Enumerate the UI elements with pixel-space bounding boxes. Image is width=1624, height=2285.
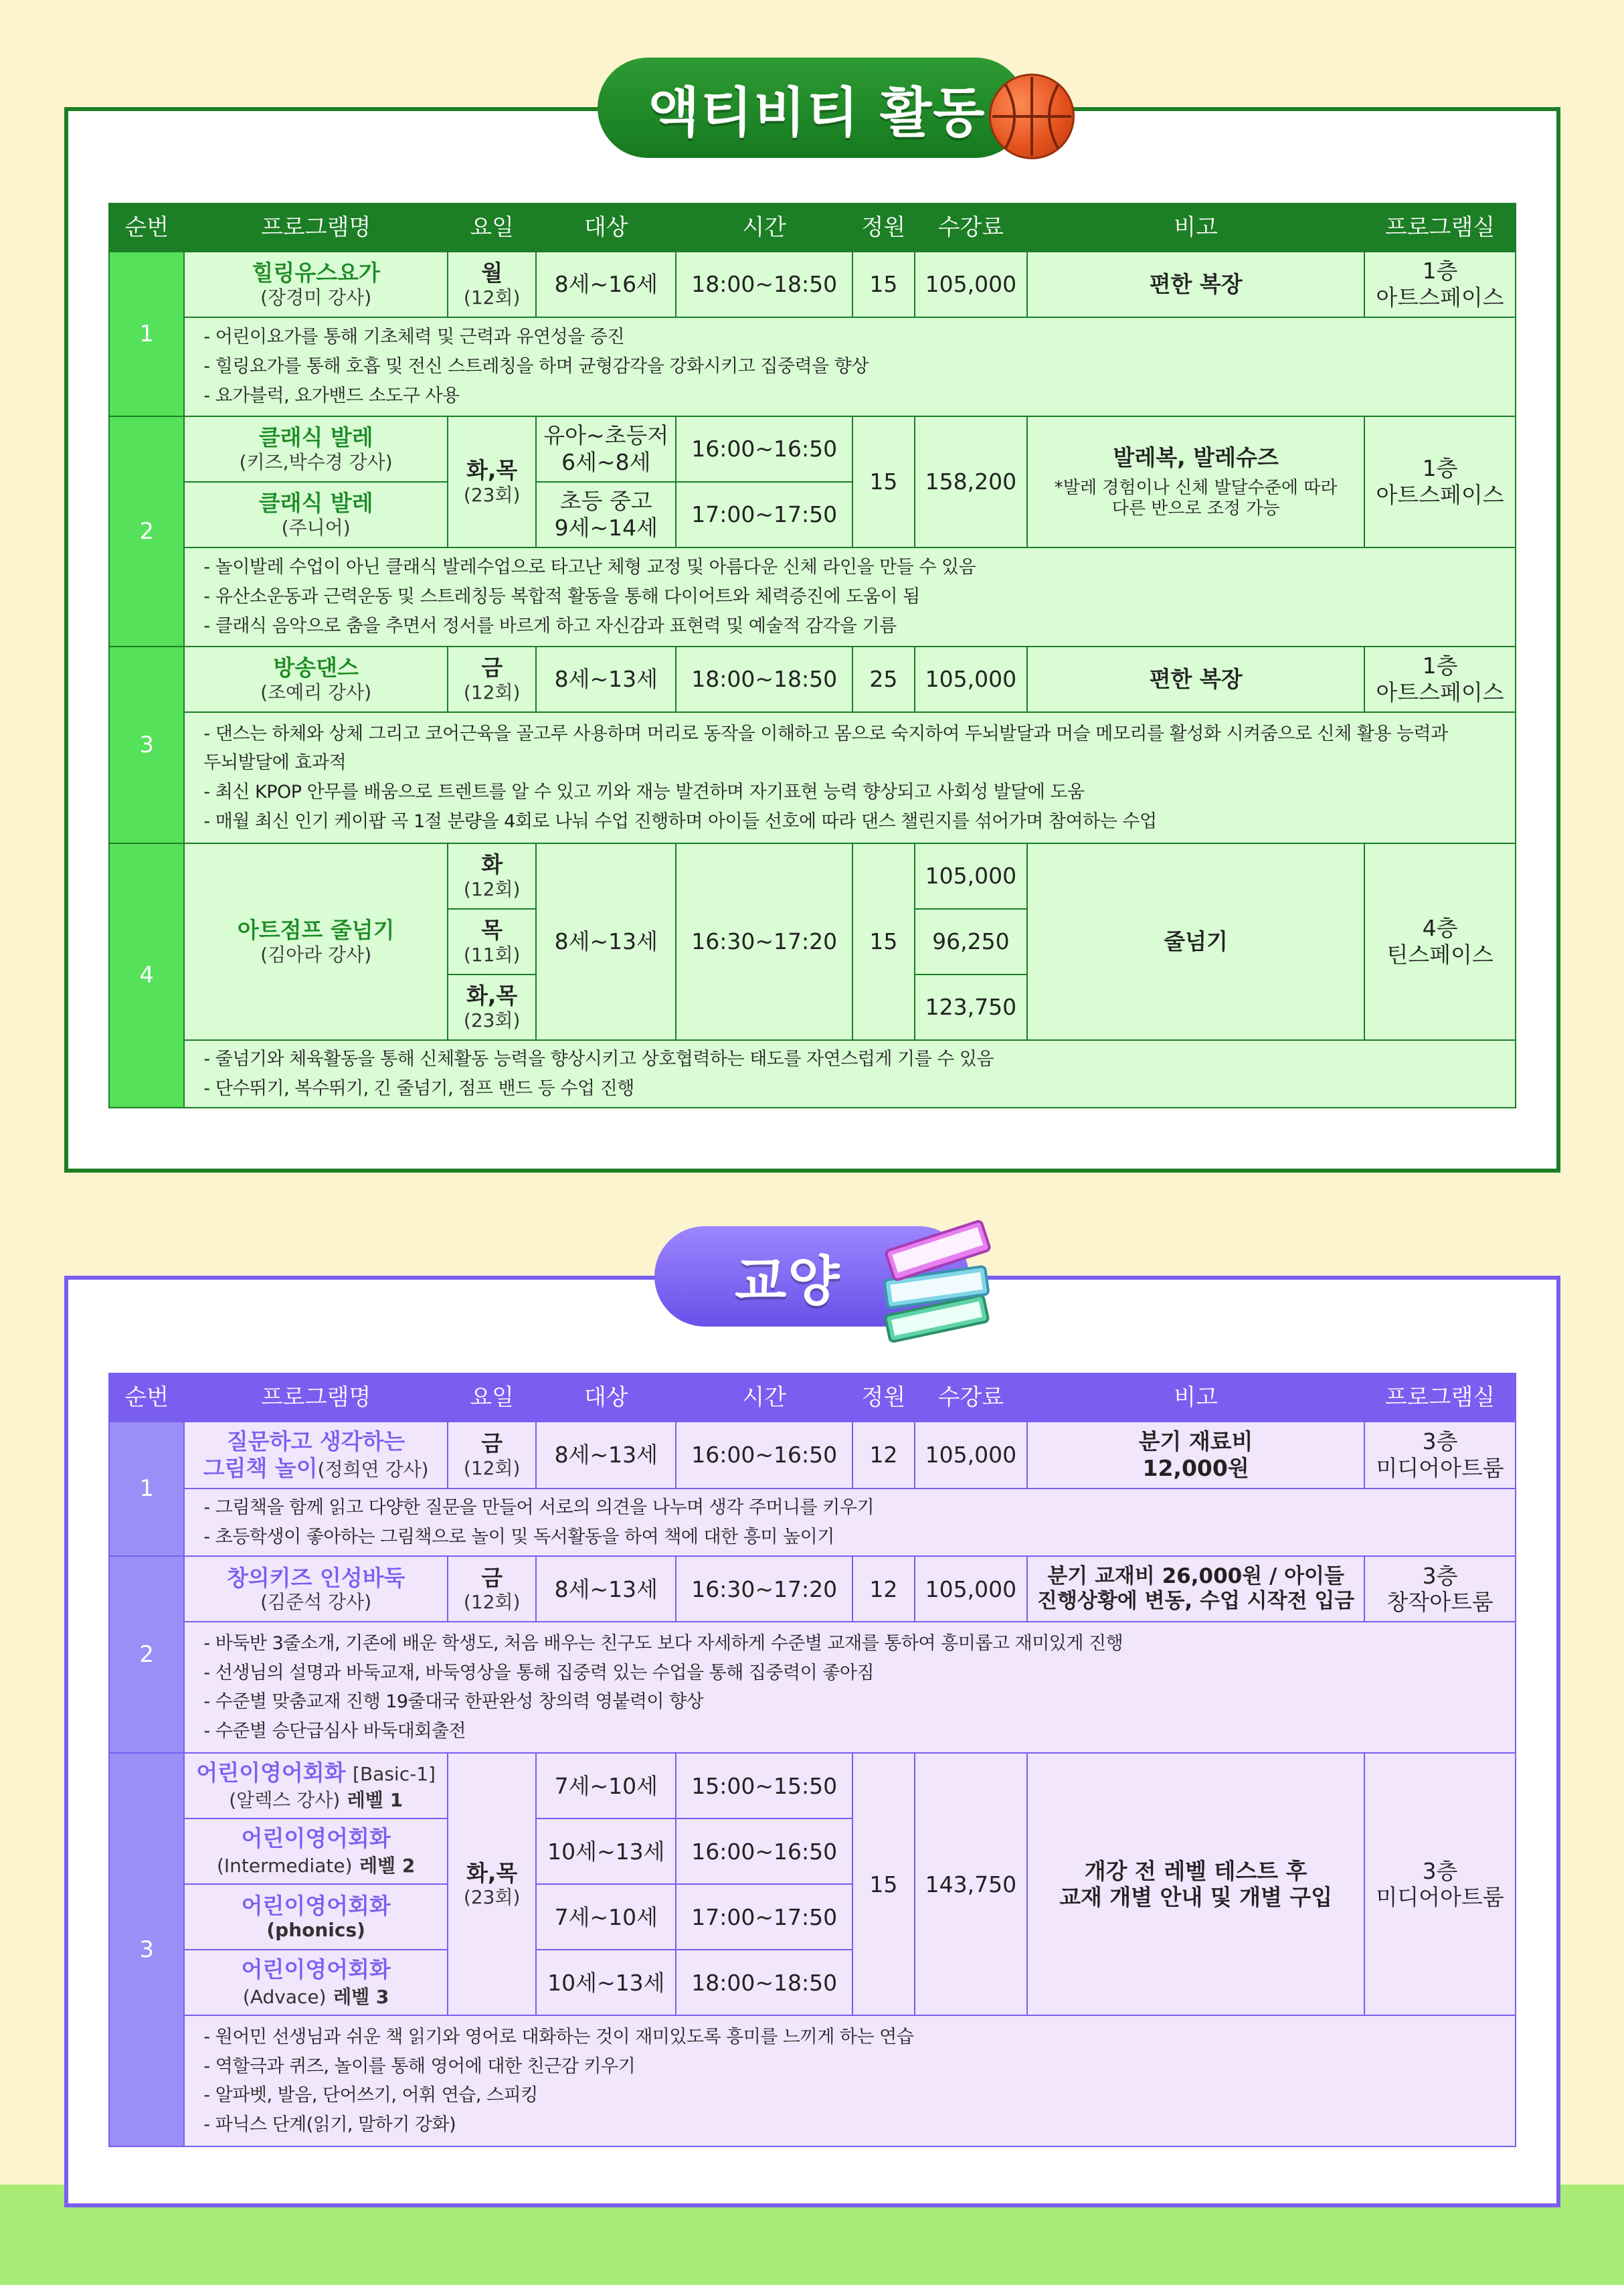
header-target: 대상	[536, 1373, 676, 1422]
program-description	[184, 2015, 1516, 2146]
activity-section-title: 액티비티 활동	[598, 58, 1026, 158]
room-cell	[1364, 252, 1516, 317]
room-floor: 3층	[1422, 1428, 1458, 1455]
day-cell	[448, 1422, 537, 1489]
program-cell	[184, 1950, 447, 2015]
description-line: - 바둑반 3줄소개, 기존에 배운 학생도, 처음 배우는 친구도 보다 자세하게 수준별 교재를 통하여 흥미롭고 재미있게 진행	[203, 1633, 1123, 1654]
room-name: 아트스페이스	[1376, 482, 1504, 508]
description-line: - 매월 최신 인기 케이팝 곡 1절 분량을 4회로 나눠 수업 진행하며 아이들 선호에 따라 댄스 챌린지를 섞어가며 참여하는 수업	[203, 811, 1157, 832]
row-number: 3	[109, 1753, 184, 2146]
target-cell: 8세~13세	[536, 647, 676, 712]
level-label: 레벨 3	[333, 1986, 389, 2009]
day-cell	[448, 909, 537, 975]
note-line: 교재 개별 안내 및 개별 구입	[1059, 1884, 1333, 1911]
session-count: (12회)	[463, 681, 521, 703]
description-line: 두뇌발달에 효과적	[203, 752, 347, 774]
header-room: 프로그램실	[1364, 1373, 1516, 1422]
target-group: 초등 중고	[559, 488, 652, 515]
description-line: - 수준별 맞춤교재 진행 19줄대국 한판완성 창의력 영붙력이 향상	[203, 1691, 704, 1713]
header-note: 비고	[1027, 203, 1364, 252]
room-name: 틴스페이스	[1386, 942, 1494, 968]
capacity-cell: 12	[852, 1422, 914, 1489]
program-cell	[184, 1422, 447, 1489]
day-cell	[448, 252, 537, 317]
table-row	[109, 1753, 1516, 1818]
target-cell: 8세~13세	[536, 1556, 676, 1622]
time-cell: 18:00~18:50	[676, 647, 852, 712]
session-count: (11회)	[463, 944, 521, 966]
note-line: 진행상황에 변동, 수업 시작전 입금	[1037, 1589, 1355, 1614]
day-cell	[448, 843, 537, 909]
note-line: 12,000원	[1142, 1455, 1249, 1481]
room-cell	[1364, 647, 1516, 712]
teacher-name: (키즈,박수경 강사)	[239, 451, 393, 473]
description-line: - 줄넘기와 체육활동을 통해 신체활동 능력을 향상시키고 상호협력하는 태도를 자연스럽게 기를 수 있음	[203, 1049, 994, 1070]
note-cell: 편한 복장	[1027, 252, 1364, 317]
target-group: 유아~초등저	[543, 422, 669, 449]
description-line: - 최신 KPOP 안무를 배움으로 트렌트를 알 수 있고 끼와 재능 발견하며 자기표현 능력 향상되고 사회성 발달에 도움	[203, 782, 1085, 802]
header-time: 시간	[676, 1373, 852, 1422]
teacher-name: (조예리 강사)	[260, 681, 372, 703]
day-label: 월	[481, 260, 503, 286]
teacher-name: (주니어)	[281, 517, 351, 539]
description-line: - 어린이요가를 통해 기초체력 및 근력과 유연성을 증진	[203, 327, 625, 348]
header-fee: 수강료	[915, 203, 1028, 252]
target-age: 6세~8세	[561, 449, 651, 475]
time-cell: 17:00~17:50	[676, 1884, 852, 1950]
program-description	[184, 547, 1516, 647]
program-cell	[184, 416, 447, 482]
program-name: 어린이영어회화	[196, 1759, 346, 1786]
note-cell	[1027, 416, 1364, 547]
teacher-name: (김아라 강사)	[260, 944, 372, 966]
basketball-icon	[989, 74, 1075, 159]
program-description	[184, 712, 1516, 843]
day-cell	[448, 975, 537, 1040]
level-prefix: [Basic-1]	[353, 1762, 436, 1785]
program-cell	[184, 482, 447, 547]
time-cell: 16:00~16:50	[676, 1818, 852, 1884]
header-num: 순번	[109, 1373, 184, 1422]
row-number: 2	[109, 416, 184, 647]
room-name: 미디어아트룸	[1376, 1455, 1504, 1481]
description-line: - 원어민 선생님과 쉬운 책 읽기와 영어로 대화하는 것이 재미있도록 흥미를 느끼게 하는 연습	[203, 2027, 914, 2047]
header-day: 요일	[448, 203, 537, 252]
program-cell	[184, 647, 447, 712]
fee-cell: 105,000	[915, 252, 1028, 317]
program-description	[184, 1040, 1516, 1108]
note-small: *발레 경험이나 신체 발달수준에 따라 다른 반으로 조정 가능	[1054, 477, 1338, 519]
row-number: 3	[109, 647, 184, 843]
level-label: (phonics)	[266, 1919, 365, 1942]
note-line: 분기 재료비	[1138, 1428, 1253, 1455]
fee-cell: 105,000	[915, 1422, 1028, 1489]
program-description	[184, 1489, 1516, 1556]
note-cell	[1027, 1753, 1364, 2015]
note-cell	[1027, 1422, 1364, 1489]
target-cell	[536, 416, 676, 482]
room-cell	[1364, 416, 1516, 547]
note-cell	[1027, 1556, 1364, 1622]
session-count: (12회)	[463, 1591, 521, 1614]
description-line: - 선생님의 설명과 바둑교재, 바둑영상을 통해 집중력 있는 수업을 통해 집중력이 좋아짐	[203, 1662, 875, 1683]
description-line: - 클래식 음악으로 춤을 추면서 정서를 바르게 하고 자신감과 표현력 및 예술적 감각을 기름	[203, 615, 897, 637]
room-cell	[1364, 1753, 1516, 2015]
note-line: 개강 전 레벨 테스트 후	[1084, 1857, 1307, 1884]
program-name: 클래식 발레	[258, 424, 373, 451]
row-number: 4	[109, 843, 184, 1108]
target-cell: 7세~10세	[536, 1884, 676, 1950]
program-cell	[184, 1556, 447, 1622]
room-name: 창작아트룸	[1386, 1589, 1494, 1616]
description-row	[109, 712, 1516, 843]
day-cell	[448, 416, 537, 547]
room-cell	[1364, 1556, 1516, 1622]
target-cell: 8세~13세	[536, 843, 676, 1040]
time-cell: 16:00~16:50	[676, 1422, 852, 1489]
capacity-cell: 15	[852, 843, 914, 1040]
note-text: 발레복, 발레슈즈	[1113, 444, 1279, 471]
level-sub: (Advace)	[242, 1986, 327, 2009]
program-description	[184, 1622, 1516, 1753]
room-floor: 1층	[1422, 258, 1458, 284]
fee-cell: 105,000	[915, 843, 1028, 909]
program-name: 질문하고 생각하는	[226, 1428, 405, 1455]
culture-section-title: 교양	[654, 1226, 969, 1327]
level-label: 레벨 2	[359, 1855, 416, 1877]
program-cell	[184, 252, 447, 317]
description-row	[109, 1040, 1516, 1108]
description-line: - 그림책을 함께 읽고 다양한 질문을 만들어 서로의 의견을 나누며 생각 주머니를 키우기	[203, 1497, 875, 1518]
session-count: (12회)	[463, 286, 521, 309]
fee-cell: 96,250	[915, 909, 1028, 975]
fee-cell: 158,200	[915, 416, 1028, 547]
note-cell: 편한 복장	[1027, 647, 1364, 712]
fee-cell: 123,750	[915, 975, 1028, 1040]
room-floor: 3층	[1422, 1857, 1458, 1884]
time-cell: 17:00~17:50	[676, 482, 852, 547]
books-icon	[873, 1211, 1000, 1345]
note-line: 분기 교재비 26,000원 / 아이들	[1047, 1564, 1344, 1589]
program-cell	[184, 1884, 447, 1950]
target-cell: 10세~13세	[536, 1950, 676, 2015]
room-name: 미디어아트룸	[1376, 1884, 1504, 1911]
header-target: 대상	[536, 203, 676, 252]
description-line: - 알파벳, 발음, 단어쓰기, 어휘 연습, 스피킹	[203, 2085, 538, 2106]
day-label: 화	[481, 851, 503, 878]
header-program: 프로그램명	[184, 203, 447, 252]
description-line: - 역할극과 퀴즈, 놀이를 통해 영어에 대한 친근감 키우기	[203, 2055, 636, 2077]
description-line: - 힐링요가를 통해 호흡 및 전신 스트레칭을 하며 균형감각을 강화시키고 집중력을 향상	[203, 356, 869, 377]
description-line: - 유산소운동과 근력운동 및 스트레칭등 복합적 활동을 통해 다이어트와 체력증진에 도움이 됨	[203, 586, 920, 608]
header-num: 순번	[109, 203, 184, 252]
day-label: 화,목	[466, 983, 518, 1009]
level-sub: (Intermediate)	[217, 1855, 353, 1877]
header-day: 요일	[448, 1373, 537, 1422]
row-number: 1	[109, 1422, 184, 1556]
fee-cell: 105,000	[915, 1556, 1028, 1622]
teacher-name: (장경미 강사)	[260, 286, 372, 309]
target-cell: 10세~13세	[536, 1818, 676, 1884]
description-line: - 놀이발레 수업이 아닌 클래식 발레수업으로 타고난 체형 교정 및 아름다운 신체 라인을 만들 수 있음	[203, 557, 976, 578]
header-program: 프로그램명	[184, 1373, 447, 1422]
day-cell	[448, 1753, 537, 2015]
room-name: 아트스페이스	[1376, 284, 1504, 311]
program-cell	[184, 1818, 447, 1884]
note-cell: 줄넘기	[1027, 843, 1364, 1040]
description-row	[109, 317, 1516, 416]
time-cell: 15:00~15:50	[676, 1753, 852, 1818]
description-row	[109, 2015, 1516, 2146]
header-room: 프로그램실	[1364, 203, 1516, 252]
room-floor: 4층	[1422, 915, 1458, 942]
session-count: (23회)	[463, 484, 521, 506]
fee-cell: 105,000	[915, 647, 1028, 712]
capacity-cell: 12	[852, 1556, 914, 1622]
description-line: - 요가블럭, 요가밴드 소도구 사용	[203, 385, 460, 406]
target-cell	[536, 482, 676, 547]
capacity-cell: 25	[852, 647, 914, 712]
day-label: 금	[481, 1430, 503, 1457]
program-name: 힐링유스요가	[252, 260, 380, 286]
day-cell	[448, 647, 537, 712]
program-description	[184, 317, 1516, 416]
teacher-name: (정희연 강사)	[317, 1458, 429, 1480]
description-row	[109, 1489, 1516, 1556]
target-age: 9세~14세	[554, 515, 658, 541]
time-cell: 18:00~18:50	[676, 252, 852, 317]
activity-table	[108, 203, 1516, 1108]
teacher-name: (알렉스 강사)	[229, 1789, 341, 1812]
description-line: - 단수뛰기, 복수뛰기, 긴 줄넘기, 점프 밴드 등 수업 진행	[203, 1078, 634, 1099]
description-line: - 댄스는 하체와 상체 그리고 코어근육을 골고루 사용하며 머리로 동작을 이해하고 몸으로 숙지하여 두뇌발달과 머슬 메모리를 활성화 시켜줌으로 신체 활용 능력과	[203, 723, 1448, 744]
program-name: 어린이영어회화	[241, 1956, 391, 1982]
session-count: (12회)	[463, 878, 521, 900]
session-count: (12회)	[463, 1457, 521, 1479]
day-label: 화,목	[466, 1859, 518, 1886]
day-cell	[448, 1556, 537, 1622]
time-cell: 16:00~16:50	[676, 416, 852, 482]
header-note: 비고	[1027, 1373, 1364, 1422]
fee-cell: 143,750	[915, 1753, 1028, 2015]
target-cell: 8세~13세	[536, 1422, 676, 1489]
capacity-cell: 15	[852, 1753, 914, 2015]
table-row	[109, 843, 1516, 909]
session-count: (23회)	[463, 1009, 521, 1031]
description-line: - 수준별 승단급심사 바둑대회출전	[203, 1721, 466, 1742]
table-header-row	[109, 1373, 1516, 1422]
room-cell	[1364, 1422, 1516, 1489]
header-time: 시간	[676, 203, 852, 252]
time-cell: 18:00~18:50	[676, 1950, 852, 2015]
day-label: 금	[481, 1564, 503, 1591]
program-name: 아트점프 줄넘기	[237, 917, 395, 944]
time-cell: 16:30~17:20	[676, 843, 852, 1040]
capacity-cell: 15	[852, 416, 914, 547]
room-cell	[1364, 843, 1516, 1040]
program-name: 방송댄스	[273, 655, 359, 681]
program-name: 어린이영어회화	[241, 1825, 391, 1851]
header-fee: 수강료	[915, 1373, 1028, 1422]
room-name: 아트스페이스	[1376, 679, 1504, 705]
header-capacity: 정원	[852, 1373, 914, 1422]
day-label: 금	[481, 655, 503, 681]
table-row	[109, 1422, 1516, 1489]
target-cell: 7세~10세	[536, 1753, 676, 1818]
room-floor: 1층	[1422, 653, 1458, 679]
session-count: (23회)	[463, 1886, 521, 1909]
table-header-row	[109, 203, 1516, 252]
day-label: 화,목	[466, 457, 518, 484]
program-name: 어린이영어회화	[241, 1892, 391, 1919]
table-row	[109, 647, 1516, 712]
table-row	[109, 416, 1516, 482]
description-row	[109, 547, 1516, 647]
culture-table	[108, 1373, 1516, 2147]
table-row	[109, 252, 1516, 317]
description-line: - 파닉스 단계(읽기, 말하기 강화)	[203, 2114, 456, 2136]
program-name: 클래식 발레	[258, 490, 373, 517]
table-row	[109, 1556, 1516, 1622]
day-label: 목	[481, 917, 503, 944]
row-number: 2	[109, 1556, 184, 1753]
room-floor: 1층	[1422, 455, 1458, 482]
description-row	[109, 1622, 1516, 1753]
program-name: 창의키즈 인성바둑	[226, 1564, 405, 1591]
capacity-cell: 15	[852, 252, 914, 317]
level-label: 레벨 1	[347, 1789, 403, 1812]
room-floor: 3층	[1422, 1562, 1458, 1589]
program-name-line2: 그림책 놀이	[203, 1455, 318, 1481]
target-cell: 8세~16세	[536, 252, 676, 317]
teacher-name: (김준석 강사)	[260, 1591, 372, 1614]
program-cell	[184, 1753, 447, 1818]
program-cell	[184, 843, 447, 1040]
description-line: - 초등학생이 좋아하는 그림책으로 놀이 및 독서활동을 하여 책에 대한 흥미 높이기	[203, 1526, 834, 1547]
header-capacity: 정원	[852, 203, 914, 252]
time-cell: 16:30~17:20	[676, 1556, 852, 1622]
row-number: 1	[109, 252, 184, 416]
